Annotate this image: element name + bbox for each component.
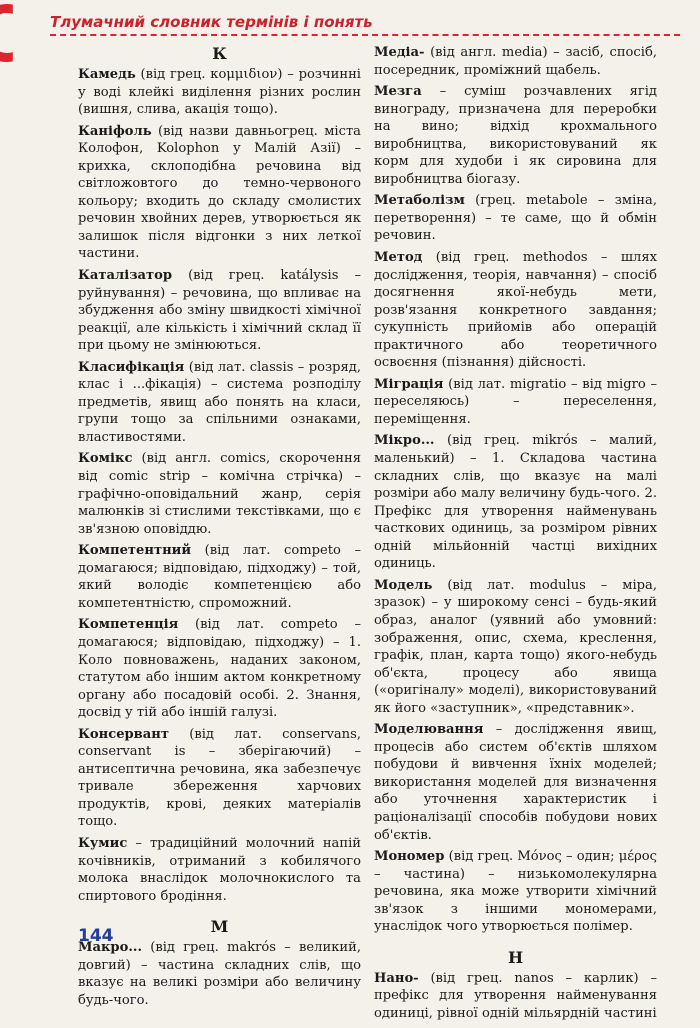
entry-term: Метод	[374, 250, 423, 266]
entry-term: Медіа-	[374, 45, 425, 60]
glossary-entry-monomer	[374, 848, 657, 936]
entry-definition: (від лат. migratio – від migro – переселяюсь) – переселення, переміщення.	[374, 376, 657, 427]
right-column	[374, 44, 657, 1026]
glossary-entry-klasyfikatsiia	[78, 359, 361, 447]
entry-term: Консервант	[78, 726, 169, 742]
entry-term: Каталізатор	[78, 268, 173, 284]
entry-definition: (від грец. katálysis – руйнування) – речовина, що впливає на збудження або зміну швидкості хімічної реакції, але кількість і хімічний склад її при цьому не змінюються.	[78, 268, 361, 354]
glossary-entry-konservant	[78, 726, 361, 831]
entry-definition: – суміш розчавлених ягід винограду, призначена для переробки на вино; відхід крохмального виробництва, використовуваний як корм для худоби і як сировина для виробництва біогазу.	[374, 84, 657, 187]
entry-definition: (від англ. comics, скорочення від comic strip – комічна стрічка) – графічно-оповідальний жанр, серія малюнків зі стислими текстівками, що є зв'язною оповіддю.	[78, 451, 361, 537]
entry-term: Мономер	[374, 849, 445, 865]
entry-term: Макро...	[78, 940, 142, 956]
glossary-entry-makro	[78, 939, 361, 1009]
entry-term: Каніфоль	[78, 123, 152, 139]
entry-term: Метаболізм	[374, 193, 465, 209]
section-letter-m: М	[210, 917, 229, 937]
entry-term: Модель	[374, 577, 433, 593]
page-header: Тлумачний словник термінів і понять	[50, 13, 680, 36]
glossary-entry-metabolizm	[374, 192, 657, 245]
glossary-entry-mikro	[374, 432, 657, 572]
entry-definition: (від лат. competo – домагаюся; відповідаю, підходжу) – 1. Коло повноважень, наданих законом, статутом або іншим актом конкретному органу або посадовій особі. 2. Знання, досвід у тій або іншій галузі.	[78, 617, 361, 721]
section-letter-n: Н	[507, 947, 524, 967]
entry-term: Класифікація	[78, 359, 185, 375]
glossary-entry-komiks	[78, 450, 361, 538]
glossary-entry-kamed	[78, 66, 361, 119]
entry-definition: (від назви давньогрец. міста Колофон, Kolophon у Малій Азії) – крихка, склоподібна речовина від світложовтого до темно-червоного кольору; входить до складу смолистих речовин хвойних дерев, утворюється як залишок після відгонки з них леткої частини.	[78, 123, 361, 262]
entry-term: Мікро...	[374, 433, 435, 449]
entry-term: Компетенція	[78, 617, 179, 633]
entry-term: Моделювання	[374, 722, 484, 738]
left-column	[78, 44, 361, 1013]
entry-definition: (від лат. modulus – міра, зразок) – у широкому сенсі – будь-який образ, аналог (уявний або умовний: зображення, опис, схема, креслення, графік, план, карта тощо) якого-небудь об'єкта, процесу або явища («оригіналу» моделі), використовуваний як його «заступник», «представник».	[374, 577, 657, 716]
entry-term: Комікс	[78, 451, 133, 467]
glossary-entry-media	[374, 44, 657, 79]
glossary-entry-kanifol	[78, 123, 361, 263]
glossary-entry-kompetentsiia	[78, 616, 361, 721]
glossary-entry-kompetentnyi	[78, 542, 361, 612]
entry-definition: (грец. metabole – зміна, перетворення) – те саме, що й обмін речовин.	[374, 193, 657, 244]
entry-definition: – традиційний молочний напій кочівників, отриманий з кобилячого молока внаслідок молочнокислого та спиртового бродіння.	[78, 835, 361, 904]
entry-term: Мезга	[374, 84, 422, 100]
glossary-entry-metod	[374, 249, 657, 372]
glossary-entry-katalizator	[78, 267, 361, 355]
glossary-entry-nano	[374, 970, 657, 1023]
entry-definition: (від лат. conservans, conservant is – зберігаючий) – антисептична речовина, яка забезпечує тривале збереження харчових продуктів, крові, деяких матеріалів тощо.	[78, 726, 361, 830]
entry-term: Нано-	[374, 970, 419, 986]
entry-definition: (від грец. κομμιδιον) – розчинні у воді клейкі виділення різних рослин (вишня, слива, акація тощо).	[78, 67, 361, 118]
entry-definition: (від грец. Μόνος – один; μέρος – частина) – низькомолекулярна речовина, яка може утворити хімічний зв'язок з іншими мономерами, унаслідок чого утворюється полімер.	[374, 849, 657, 935]
entry-definition: (від грец. methodos – шлях дослідження, теорія, навчання) – спосіб досягнення якої-небудь мети, розв'язання конкретного завдання; сукупність прийомів або операцій практичного або теоретичного освоєння (пізнання) дійсності.	[374, 250, 657, 371]
glossary-entry-mezga	[374, 83, 657, 188]
entry-term: Кумис	[78, 835, 128, 851]
entry-definition: (від грец. nanos – карлик) – префікс для утворення найменування одиниці, рівної одній мільярдній частині	[374, 970, 657, 1021]
entry-definition: (від англ. media) – засіб, спосіб, посередник, проміжний щабель.	[374, 45, 657, 78]
entry-definition: (від лат. classis – розряд, клас і ...фікація) – система розподілу предметів, явищ або понять на класи, групи тощо за спільними ознаками, властивостями.	[78, 359, 361, 445]
entry-definition: (від лат. competo – домагаюся; відповідаю, підходжу) – той, який володіє компетенцією або компетентністю, спроможний.	[78, 543, 361, 611]
page-number: 144	[78, 926, 114, 946]
section-letter-k: К	[212, 44, 227, 63]
entry-term: Міграція	[374, 376, 444, 392]
glossary-entry-kumys	[78, 835, 361, 905]
entry-definition: – дослідження явищ, процесів або систем об'єктів шляхом побудови й вивчення їхніх моделей; використання моделей для визначення або уточнення характеристик і раціоналізації способів побудови нових об'єктів.	[374, 722, 657, 843]
glossary-entry-mihratsiia	[374, 376, 657, 429]
entry-definition: (від грец. mikrós – малий, маленький) – 1. Складова частина складних слів, що вказує на малі розміри або малу величину будь-чого. 2. Префікс для утворення найменувань часткових одиниць, за розміром рівних одній мільйонній частці вихідних одиниць.	[374, 433, 657, 572]
glossary-entry-model	[374, 577, 657, 717]
decorative-arc	[0, 4, 36, 62]
entry-term: Камедь	[78, 67, 136, 82]
glossary-entry-modeliuvannia	[374, 721, 657, 844]
entry-term: Компетентний	[78, 543, 192, 559]
entry-definition: (від грец. makrós – великий, довгий) – частина складних слів, що вказує на великі розміри або величину будь-чого.	[78, 940, 361, 1008]
